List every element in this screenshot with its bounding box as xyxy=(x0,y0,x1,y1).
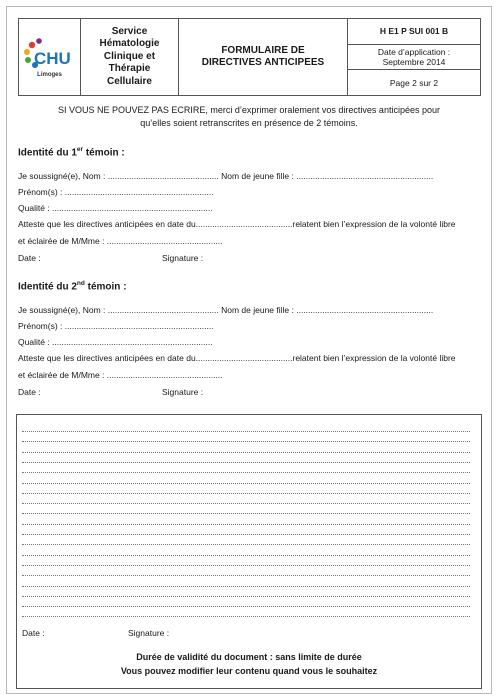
writing-line[interactable] xyxy=(22,472,470,473)
reference-cell xyxy=(348,19,480,95)
intro-line: qu’elles soient retranscrites en présence de 2 témoins. xyxy=(140,118,358,128)
writing-line[interactable] xyxy=(22,431,470,432)
witness2-quality-field[interactable]: Qualité : .................................................................... xyxy=(18,337,213,347)
witness1-quality-field[interactable]: Qualité : .................................................................... xyxy=(18,203,213,213)
writing-line[interactable] xyxy=(22,606,470,607)
witness2-date-field[interactable]: Date : xyxy=(18,387,41,397)
witness2-title: Identité du 2nd témoin : xyxy=(18,280,127,293)
writing-line[interactable] xyxy=(22,586,470,587)
logo-text: CHU xyxy=(33,48,71,68)
application-date xyxy=(348,45,480,71)
service-line: Thérapie xyxy=(108,63,151,75)
witness1-attest-field[interactable]: Atteste que les directives anticipées en date du.........................................relatent bien l’expression de la volonté libre xyxy=(18,219,456,229)
form-title xyxy=(179,19,348,95)
witness2-name-field[interactable]: Je soussigné(e), Nom : ............................................... Nom de jeune fille : .......................................................... xyxy=(18,305,434,315)
form-title-line: FORMULAIRE DE xyxy=(221,45,305,56)
service-line: Hématologie xyxy=(99,38,160,50)
writing-line[interactable] xyxy=(22,575,470,576)
intro-line: SI VOUS NE POUVEZ PAS ECRIRE, merci d’exprimer oralement vos directives anticipées pour xyxy=(58,105,440,115)
writing-line[interactable] xyxy=(22,544,470,545)
writing-line[interactable] xyxy=(22,441,470,442)
witness2-firstname-field[interactable]: Prénom(s) : ............................................................... xyxy=(18,321,214,331)
witness2-signature-field[interactable]: Signature : xyxy=(162,387,204,397)
modify-notice: Vous pouvez modifier leur contenu quand vous le souhaitez xyxy=(120,666,378,676)
witness1-firstname-field[interactable]: Prénom(s) : ............................................................... xyxy=(18,187,214,197)
date-label: Date d’application : xyxy=(377,47,451,57)
directives-writing-box[interactable] xyxy=(16,414,482,689)
writing-line[interactable] xyxy=(22,483,470,484)
writing-line[interactable] xyxy=(22,524,470,525)
chu-logo xyxy=(23,37,77,73)
service-line: Clinique et xyxy=(103,50,156,62)
writing-line[interactable] xyxy=(22,452,470,453)
service-line: Service xyxy=(111,25,148,37)
writing-line[interactable] xyxy=(22,513,470,514)
writing-line[interactable] xyxy=(22,534,470,535)
document-header xyxy=(18,18,481,96)
form-title-line: DIRECTIVES ANTICIPEES xyxy=(201,57,325,68)
intro-text xyxy=(40,104,458,130)
date-value: Septembre 2014 xyxy=(382,57,446,67)
witness2-attest-field[interactable]: Atteste que les directives anticipées en date du.........................................relatent bien l’expression de la volonté libre xyxy=(18,353,456,363)
witness1-signature-field[interactable]: Signature : xyxy=(162,253,204,263)
writing-line[interactable] xyxy=(22,555,470,556)
witness1-patient-field[interactable]: et éclairée de M/Mme : ................................................. xyxy=(18,236,223,246)
witness1-title: Identité du 1er témoin : xyxy=(18,146,125,159)
writing-line[interactable] xyxy=(22,565,470,566)
logo-cell xyxy=(19,19,81,95)
writing-line[interactable] xyxy=(22,616,470,617)
witness1-date-field[interactable]: Date : xyxy=(18,253,41,263)
witness2-patient-field[interactable]: et éclairée de M/Mme : ................................................. xyxy=(18,370,223,380)
page-number: Page 2 sur 2 xyxy=(389,77,439,88)
logo-subtitle: Limoges xyxy=(37,71,62,78)
box-signature-field[interactable]: Signature : xyxy=(128,628,170,638)
writing-line[interactable] xyxy=(22,503,470,504)
document-code: H E1 P SUI 001 B xyxy=(348,19,480,45)
witness1-name-field[interactable]: Je soussigné(e), Nom : ............................................... Nom de jeune fille : .......................................................... xyxy=(18,171,434,181)
validity-notice: Durée de validité du document : sans limite de durée xyxy=(136,652,362,662)
service-line: Cellulaire xyxy=(106,75,152,87)
writing-line[interactable] xyxy=(22,462,470,463)
box-date-field[interactable]: Date : xyxy=(22,628,45,638)
service-name xyxy=(81,19,179,95)
writing-line[interactable] xyxy=(22,493,470,494)
writing-line[interactable] xyxy=(22,596,470,597)
